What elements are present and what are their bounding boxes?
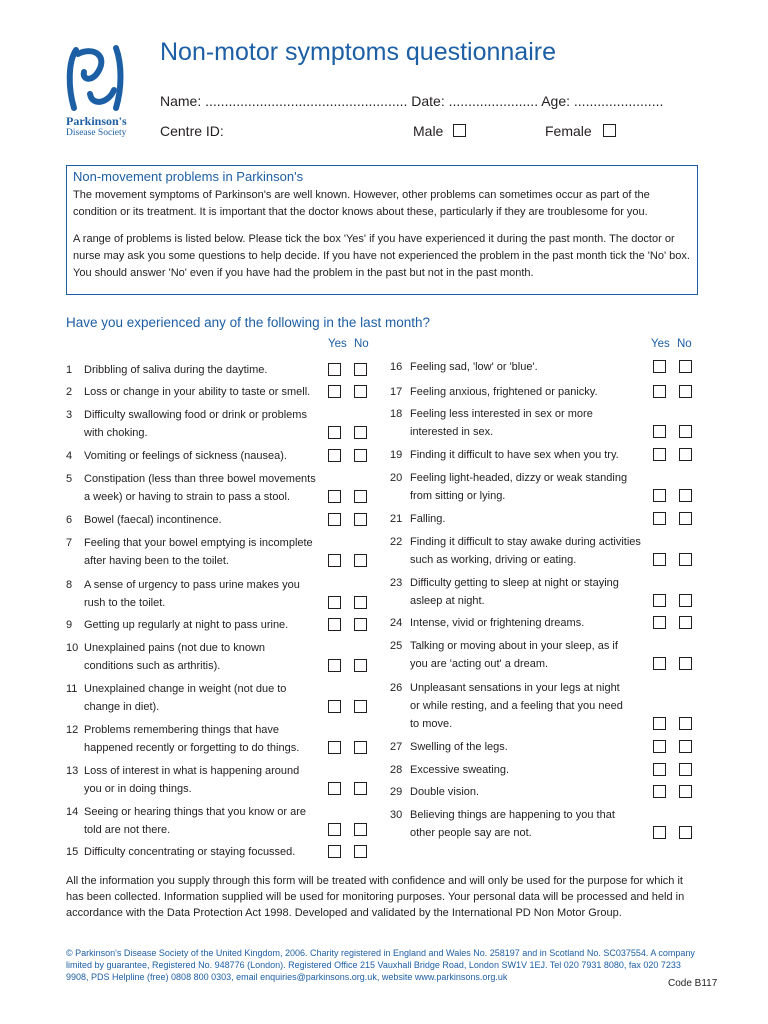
item-number: 30 xyxy=(390,809,403,821)
item-number: 17 xyxy=(390,386,403,398)
no-checkbox-10[interactable] xyxy=(354,659,367,672)
item-number: 19 xyxy=(390,449,403,461)
yes-checkbox-13[interactable] xyxy=(328,782,341,795)
item-text: Feeling anxious, frightened or panicky. xyxy=(410,386,598,398)
item-text: A sense of urgency to pass urine makes you xyxy=(84,579,300,591)
item-text: Loss of interest in what is happening around xyxy=(84,765,300,777)
item-number: 16 xyxy=(390,361,403,373)
yes-checkbox-18[interactable] xyxy=(653,425,666,438)
item-text: Feeling light-headed, dizzy or weak standing xyxy=(410,472,628,484)
no-checkbox-15[interactable] xyxy=(354,845,367,858)
item-number: 11 xyxy=(66,683,78,695)
item-text: Unexplained pains (not due to known xyxy=(84,642,266,654)
page-title: Non-motor symptoms questionnaire xyxy=(160,38,556,66)
yes-checkbox-23[interactable] xyxy=(653,594,666,607)
item-text: conditions such as arthritis). xyxy=(84,660,221,672)
pds-logo-mark xyxy=(64,44,134,112)
yes-checkbox-2[interactable] xyxy=(328,385,341,398)
item-text: you are 'acting out' a dream. xyxy=(410,658,549,670)
no-checkbox-18[interactable] xyxy=(679,425,692,438)
item-text: Double vision. xyxy=(410,786,480,798)
no-checkbox-9[interactable] xyxy=(354,618,367,631)
item-text: Feeling sad, 'low' or 'blue'. xyxy=(410,361,538,373)
no-checkbox-5[interactable] xyxy=(354,490,367,503)
yes-column-label-left: Yes xyxy=(328,338,347,350)
item-text: such as working, driving or eating. xyxy=(410,554,577,566)
item-text: asleep at night. xyxy=(410,595,485,607)
yes-checkbox-4[interactable] xyxy=(328,449,341,462)
item-text: after having been to the toilet. xyxy=(84,555,229,567)
item-number: 28 xyxy=(390,764,403,776)
form-code: Code B117 xyxy=(668,978,718,989)
yes-checkbox-20[interactable] xyxy=(653,489,666,502)
item-text: Problems remembering things that have xyxy=(84,724,280,736)
item-text: Difficulty swallowing food or drink or problems xyxy=(84,409,307,421)
item-text: Vomiting or feelings of sickness (nausea). xyxy=(84,450,287,462)
no-checkbox-16[interactable] xyxy=(679,360,692,373)
item-number: 27 xyxy=(390,741,403,753)
logo-text-society: Disease Society xyxy=(66,128,127,138)
yes-checkbox-14[interactable] xyxy=(328,823,341,836)
item-text: Difficulty concentrating or staying focussed. xyxy=(84,846,296,858)
item-text: or while resting, and a feeling that you need xyxy=(410,700,623,712)
no-checkbox-1[interactable] xyxy=(354,363,367,376)
centre-id-field[interactable]: Centre ID: xyxy=(160,123,224,139)
yes-checkbox-28[interactable] xyxy=(653,763,666,776)
yes-checkbox-8[interactable] xyxy=(328,596,341,609)
no-checkbox-29[interactable] xyxy=(679,785,692,798)
item-number: 5 xyxy=(66,473,73,485)
no-checkbox-3[interactable] xyxy=(354,426,367,439)
male-label: Male xyxy=(413,123,444,139)
no-checkbox-28[interactable] xyxy=(679,763,692,776)
item-text: you or in doing things. xyxy=(84,783,192,795)
item-text: rush to the toilet. xyxy=(84,597,166,609)
no-checkbox-30[interactable] xyxy=(679,826,692,839)
item-number: 22 xyxy=(390,536,403,548)
yes-checkbox-26[interactable] xyxy=(653,717,666,730)
yes-checkbox-11[interactable] xyxy=(328,700,341,713)
intro-paragraph-1: The movement symptoms of Parkinson's are well known. However, other problems can sometimes occur as part of the condition or its treatment. It is important that the doctor knows about these, particularly if they are troublesome for you. xyxy=(73,189,650,218)
item-text: Feeling that your bowel emptying is incomplete xyxy=(84,537,313,549)
no-checkbox-27[interactable] xyxy=(679,740,692,753)
item-text: happened recently or forgetting to do things. xyxy=(84,742,300,754)
item-text: Getting up regularly at night to pass urine. xyxy=(84,619,289,631)
item-number: 26 xyxy=(390,682,403,694)
no-checkbox-6[interactable] xyxy=(354,513,367,526)
item-text: other people say are not. xyxy=(410,827,532,839)
no-checkbox-2[interactable] xyxy=(354,385,367,398)
female-label: Female xyxy=(545,123,592,139)
item-number: 4 xyxy=(66,450,73,462)
no-checkbox-24[interactable] xyxy=(679,616,692,629)
intro-panel xyxy=(66,165,698,295)
no-column-label-left: No xyxy=(354,338,369,350)
no-checkbox-12[interactable] xyxy=(354,741,367,754)
item-number: 13 xyxy=(66,765,79,777)
item-number: 2 xyxy=(66,386,73,398)
no-checkbox-21[interactable] xyxy=(679,512,692,525)
item-text: Talking or moving about in your sleep, as if xyxy=(410,640,618,652)
no-column-label-right: No xyxy=(677,338,692,350)
yes-checkbox-3[interactable] xyxy=(328,426,341,439)
item-text: Falling. xyxy=(410,513,446,525)
no-checkbox-26[interactable] xyxy=(679,717,692,730)
item-number: 6 xyxy=(66,514,73,526)
item-text: Loss or change in your ability to taste or smell. xyxy=(84,386,311,398)
yes-checkbox-6[interactable] xyxy=(328,513,341,526)
yes-checkbox-17[interactable] xyxy=(653,385,666,398)
yes-checkbox-22[interactable] xyxy=(653,553,666,566)
item-text: Finding it difficult to stay awake during activities xyxy=(410,536,641,548)
yes-checkbox-24[interactable] xyxy=(653,616,666,629)
item-number: 25 xyxy=(390,640,403,652)
item-number: 15 xyxy=(66,846,79,858)
no-checkbox-4[interactable] xyxy=(354,449,367,462)
item-text: from sitting or lying. xyxy=(410,490,506,502)
male-checkbox[interactable] xyxy=(453,124,466,137)
no-checkbox-8[interactable] xyxy=(354,596,367,609)
item-text: change in diet). xyxy=(84,701,160,713)
yes-column-label-right: Yes xyxy=(651,338,670,350)
item-number: 3 xyxy=(66,409,73,421)
item-text: Dribbling of saliva during the daytime. xyxy=(84,364,268,376)
item-number: 29 xyxy=(390,786,403,798)
no-checkbox-19[interactable] xyxy=(679,448,692,461)
yes-checkbox-30[interactable] xyxy=(653,826,666,839)
yes-checkbox-27[interactable] xyxy=(653,740,666,753)
yes-checkbox-15[interactable] xyxy=(328,845,341,858)
item-text: Constipation (less than three bowel movements xyxy=(84,473,316,485)
item-number: 1 xyxy=(66,364,73,376)
no-checkbox-13[interactable] xyxy=(354,782,367,795)
no-checkbox-14[interactable] xyxy=(354,823,367,836)
yes-checkbox-1[interactable] xyxy=(328,363,341,376)
item-number: 14 xyxy=(66,806,79,818)
item-text: to move. xyxy=(410,718,453,730)
yes-checkbox-9[interactable] xyxy=(328,618,341,631)
yes-checkbox-29[interactable] xyxy=(653,785,666,798)
item-text: a week) or having to strain to pass a stool. xyxy=(84,491,291,503)
item-text: Seeing or hearing things that you know or are xyxy=(84,806,306,818)
yes-checkbox-25[interactable] xyxy=(653,657,666,670)
item-number: 20 xyxy=(390,472,403,484)
item-text: Swelling of the legs. xyxy=(410,741,508,753)
item-text: Finding it difficult to have sex when you try. xyxy=(410,449,619,461)
item-text: Excessive sweating. xyxy=(410,764,510,776)
logo-text-name: Parkinson's xyxy=(66,114,127,128)
yes-checkbox-10[interactable] xyxy=(328,659,341,672)
item-text: Believing things are happening to you that xyxy=(410,809,615,821)
item-number: 21 xyxy=(390,513,403,525)
intro-heading: Non-movement problems in Parkinson's xyxy=(73,169,304,184)
item-number: 7 xyxy=(66,537,73,549)
yes-checkbox-12[interactable] xyxy=(328,741,341,754)
item-number: 18 xyxy=(390,408,403,420)
no-checkbox-7[interactable] xyxy=(354,554,367,567)
yes-checkbox-7[interactable] xyxy=(328,554,341,567)
no-checkbox-20[interactable] xyxy=(679,489,692,502)
yes-checkbox-5[interactable] xyxy=(328,490,341,503)
name-date-age-fields[interactable]: Name: .................................................... Date: ....................... Age: ....................... xyxy=(160,93,664,109)
item-text: with choking. xyxy=(84,427,148,439)
questionnaire-heading: Have you experienced any of the following in the last month? xyxy=(66,315,430,330)
yes-checkbox-19[interactable] xyxy=(653,448,666,461)
intro-paragraph-2: A range of problems is listed below. Please tick the box 'Yes' if you have experienced it during the past month. The doctor or nurse may ask you some questions to help decide. If you have not experienced the problem in the past month tick the 'No' box. You should answer 'No' even if you have had the problem in the past but not in the past month. xyxy=(73,233,690,279)
copyright-notice: © Parkinson's Disease Society of the United Kingdom, 2006. Charity registered in England and Wales No. 258197 and in Scotland No. SC037554. A company limited by guarantee, Registered No. 948776 (London). Registered Office 215 Vauxhall Bridge Road, London SW1V 1EJ. Tel 020 7931 8080, fax 020 7233 9908, PDS Helpline (free) 0808 800 0303, email enquiries@parkinsons.org.uk, website www.parkinsons.org.uk xyxy=(66,948,695,982)
no-checkbox-23[interactable] xyxy=(679,594,692,607)
item-text: interested in sex. xyxy=(410,426,494,438)
item-number: 12 xyxy=(66,724,79,736)
yes-checkbox-21[interactable] xyxy=(653,512,666,525)
item-text: Feeling less interested in sex or more xyxy=(410,408,593,420)
no-checkbox-17[interactable] xyxy=(679,385,692,398)
item-text: Bowel (faecal) incontinence. xyxy=(84,514,222,526)
no-checkbox-11[interactable] xyxy=(354,700,367,713)
item-text: Difficulty getting to sleep at night or staying xyxy=(410,577,619,589)
item-number: 10 xyxy=(66,642,79,654)
yes-checkbox-16[interactable] xyxy=(653,360,666,373)
item-text: Intense, vivid or frightening dreams. xyxy=(410,617,585,629)
item-number: 8 xyxy=(66,579,73,591)
pds-logo xyxy=(64,44,134,112)
female-checkbox[interactable] xyxy=(603,124,616,137)
no-checkbox-22[interactable] xyxy=(679,553,692,566)
item-text: told are not there. xyxy=(84,824,171,836)
no-checkbox-25[interactable] xyxy=(679,657,692,670)
item-text: Unpleasant sensations in your legs at night xyxy=(410,682,620,694)
item-number: 23 xyxy=(390,577,403,589)
item-number: 9 xyxy=(66,619,73,631)
confidentiality-notice: All the information you supply through this form will be treated with confidence and will only be used for the purpose for which it has been collected. Information supplied will be used for monitoring purposes. Your personal data will be processed and held in accordance with the Data Protection Act 1998. Developed and validated by the International PD Non Motor Group. xyxy=(66,875,685,919)
item-number: 24 xyxy=(390,617,403,629)
item-text: Unexplained change in weight (not due to xyxy=(84,683,287,695)
